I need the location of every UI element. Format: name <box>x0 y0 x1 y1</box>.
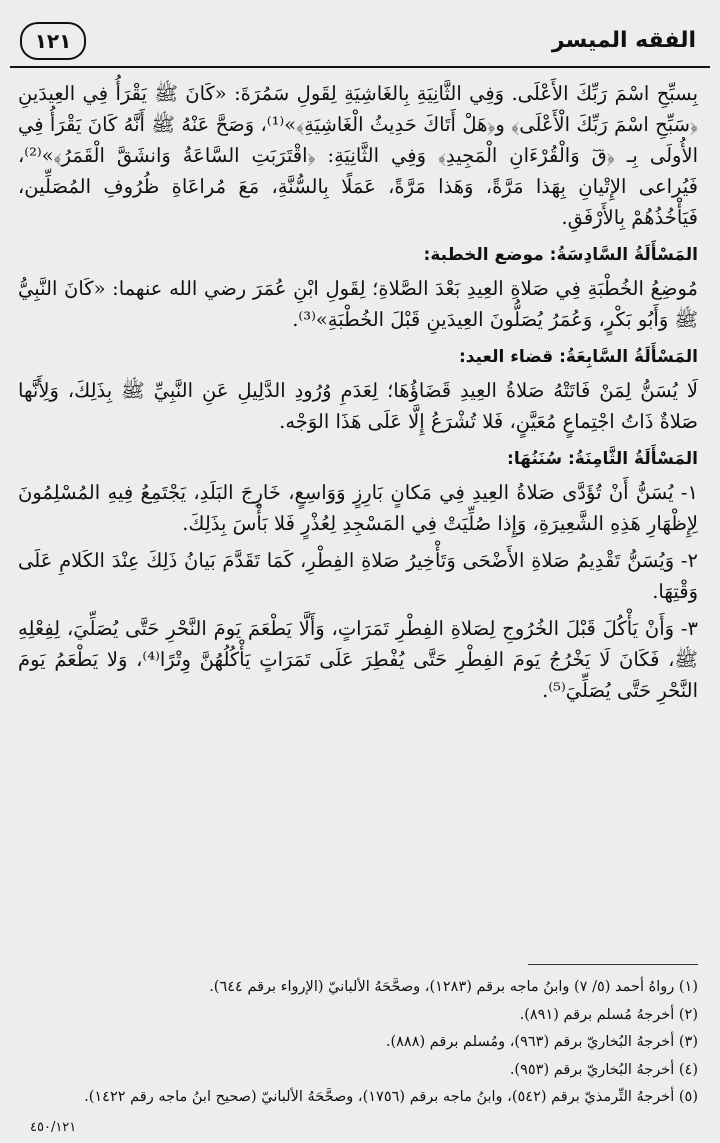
section-title: سُنَنُهَا: <box>507 449 563 469</box>
book-title: الفقه الميسر <box>551 28 696 53</box>
footnote-divider <box>528 964 698 965</box>
footnote-2: (٢) أخرجهُ مُسلم برقم (٨٩١). <box>519 1006 698 1023</box>
page-number: ١٢١ <box>34 29 72 53</box>
page-number-badge <box>20 22 86 60</box>
section-label: المَسْأَلَةُ الثَّامِنَةُ: <box>567 449 698 469</box>
paragraph-sermon-place: مُوضِعُ الخُطْبَةِ فِي صَلاةِ العِيدِ بَعْدَ الصَّلاةِ؛ لِقَولِ ابْنِ عُمَرَ رضي الله عنهما: «كَانَ النَّبِيُّ ﷺ وَأَبُو بَكْرٍ، وَعُمَرُ يُصَلُّونَ العِيدَينِ قَبْلَ الخُطْبَةِ»⁽³⁾. <box>18 277 698 331</box>
footnote-4: (٤) أخرجهُ البُخاريّ برقم (٩٥٣). <box>509 1061 698 1078</box>
section-title: موضع الخطبة: <box>423 245 544 265</box>
section-label: المَسْأَلَةُ السَّادِسَةُ: <box>549 245 698 265</box>
footnote-3: (٣) أخرجهُ البُخاريّ برقم (٩٦٣)، ومُسلم برقم (٨٨٨). <box>385 1034 698 1050</box>
footnote-5: (٥) أخرجهُ التِّرمذيّ برقم (٥٤٢)، وابنُ ماجه برقم (١٧٥٦)، وصحَّحَهُ الألبانيّ (صحيح ابنُ ماجه رقم ١٤٢٢). <box>84 1089 698 1105</box>
header-divider <box>10 66 710 68</box>
page-header <box>10 20 710 64</box>
section-title: قضاء العيد: <box>458 347 554 367</box>
section-heading-8 <box>18 445 698 473</box>
page-code: ٤٥٠/١٢١ <box>30 1120 77 1135</box>
section-label: المَسْأَلَةُ السَّابِعَةُ: <box>559 347 698 367</box>
list-item-sunnah-3: ٣- وَأَنْ يَأْكُلَ قَبْلَ الخُرُوجِ لِصَلاةِ الفِطْرِ تَمَرَاتٍ، وَأَلَّا يَطْعَمَ يَومَ النَّحْرِ حَتَّى يُصَلِّيَ، لِفِعْلِهِ ﷺ، فَكَانَ لَا يَخْرُجُ يَومَ الفِطْرِ حَتَّى يُفْطِرَ عَلَى تَمَرَاتٍ يَأْكُلُهُنَّ وِتْرًا⁽⁴⁾، وَلا يَطْعَمُ يَومَ النَّحْرِ حَتَّى يُصَلِّيَ⁽⁵⁾. <box>18 617 698 702</box>
paragraph-make-up: لَا يُسَنُّ لِمَنْ فَاتَتْهُ صَلاةُ العِيدِ قَضَاؤُهَا؛ لِعَدَمِ وُرُودِ الدَّلِيلِ عَنِ النَّبِيِّ ﷺ بِذَلِكَ، وَلِأَنَّها صَلاةٌ ذَاتُ اجْتِماعٍ مُعَيَّنٍ، فَلا تُشْرَعُ إِلَّا عَلَى هَذَا الوَجْه. <box>18 379 698 433</box>
main-text <box>18 78 698 712</box>
section-heading-6 <box>18 241 698 269</box>
footnote-1: (١) رواهُ أحمد (٥/ ٧) وابنُ ماجه برقم (١٢٨٣)، وصحَّحَهُ الألبانيّ (الإرواء برقم ٦٤٤). <box>209 979 698 995</box>
paragraph-eid-recitation: بِسبِّحِ اسْمَ رَبِّكَ الأَعْلَى. وَفِي الثَّانِيَةِ بِالغَاشِيَةِ لِقَولِ سَمُرَةَ: «كَانَ ﷺ يَقْرَأُ فِي العِيدَينِ ﴿سَبِّحِ اسْمَ رَبِّكَ الْأَعْلَى﴾ و﴿هَلْ أَتَاكَ حَدِيثُ الْغَاشِيَةِ﴾»⁽¹⁾، وَصَحَّ عَنْهُ ﷺ أَنَّهُ كَانَ يَقْرَأُ فِي الأُولَى بِـ ﴿قٓ وَالْقُرْءَانِ الْمَجِيدِ﴾ وَفِي الثَّانِيَةِ: ﴿اقْتَرَبَتِ السَّاعَةُ وَانشَقَّ الْقَمَرُ﴾»⁽²⁾، فَيُراعى الإِتْيانِ بِهَذا مَرَّةً، وَهَذا مَرَّةً، عَمَلًا بِالسُّنَّةِ، مَعَ مُراعَاةِ ظُرُوفِ المُصَلِّين، فَيَأْخُذُهُمْ بِالأَرْفَقِ. <box>18 82 698 229</box>
section-heading-7 <box>18 343 698 371</box>
footnotes <box>14 974 698 1112</box>
list-item-sunnah-2: ٢- وَيُسَنُّ تَقْدِيمُ صَلاةِ الأَضْحَى وَتَأْخِيرُ صَلاةِ الفِطْرِ، كَمَا تَقَدَّمَ بَيانُ ذَلِكَ عِنْدَ الكَلامِ عَلَى وَقْتِهَا. <box>18 549 698 603</box>
list-item-sunnah-1: ١- يُسَنُّ أَنْ تُؤَدَّى صَلاةُ العِيدِ فِي مَكانٍ بَارِزٍ وَوَاسِعٍ، خَارِجَ البَلَدِ، يَجْتَمِعُ فِيهِ المُسْلِمُونَ لِإِظْهَارِ هَذِهِ الشَّعِيرَةِ، وَإِذا صُلِّيَتْ فِي المَسْجِدِ لِعُذْرٍ فَلا بَأْسَ بِذَلِكَ. <box>18 481 698 535</box>
